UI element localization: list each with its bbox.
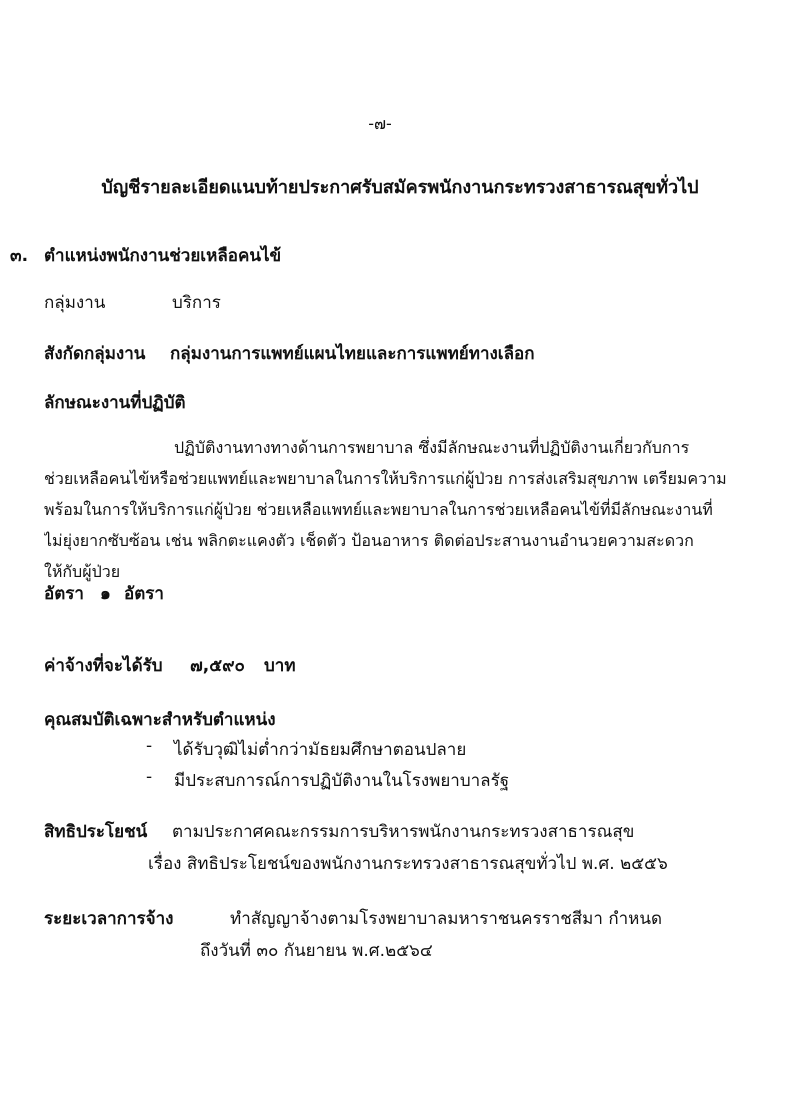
work-group-value: บริการ xyxy=(172,293,221,313)
section-number: ๓. xyxy=(10,246,29,266)
qualification-bullet: - xyxy=(146,736,153,756)
department-label: สังกัดกลุ่มงาน xyxy=(44,344,146,364)
work-group-label: กลุ่มงาน xyxy=(44,293,106,313)
qualification-item: ได้รับวุฒิไม่ต่ำกว่ามัธยมศึกษาตอนปลาย xyxy=(174,740,467,760)
benefits-line-1: ตามประกาศคณะกรรมการบริหารพนักงานกระทรวงสาธารณสุข xyxy=(172,822,635,842)
qualification-bullet: - xyxy=(146,767,153,787)
job-description-line: ปฏิบัติงานทางทางด้านการพยาบาล ซึ่งมีลักษณะงานที่ปฏิบัติงานเกี่ยวกับการ xyxy=(174,438,690,457)
job-description-label: ลักษณะงานที่ปฏิบัติ xyxy=(44,393,186,413)
job-description-paragraph xyxy=(44,432,796,587)
salary-value: ๗,๕๙๐ xyxy=(190,656,245,676)
job-description-line: ให้กับผู้ป่วย xyxy=(44,562,121,581)
benefits-line-2: เรื่อง สิทธิประโยชน์ของพนักงานกระทรวงสาธารณสุขทั่วไป พ.ศ. ๒๕๕๖ xyxy=(148,854,668,874)
positions-label: อัตรา xyxy=(44,584,84,604)
job-description-line: พร้อมในการให้บริการแก่ผู้ป่วย ช่วยเหลือแพทย์และพยาบาลในการช่วยเหลือคนไข้ที่มีลักษณะงานที่ xyxy=(44,500,713,519)
employment-period-line-2: ถึงวันที่ ๓๐ กันยายน พ.ศ.๒๕๖๔ xyxy=(200,941,433,961)
employment-period-line-1: ทำสัญญาจ้างตามโรงพยาบาลมหาราชนครราชสีมา กำหนด xyxy=(230,909,663,929)
section-title: ตำแหน่งพนักงานช่วยเหลือคนไข้ xyxy=(44,246,282,266)
benefits-label: สิทธิประโยชน์ xyxy=(44,822,148,842)
page-number: -๗- xyxy=(368,114,392,133)
employment-period-label: ระยะเวลาการจ้าง xyxy=(44,909,174,929)
document-title: บัญชีรายละเอียดแนบท้ายประกาศรับสมัครพนักงานกระทรวงสาธารณสุขทั่วไป xyxy=(101,177,699,198)
positions-unit: อัตรา xyxy=(124,584,164,604)
positions-value: ๑ xyxy=(100,584,111,604)
salary-unit: บาท xyxy=(264,656,296,676)
job-description-line: ช่วยเหลือคนไข้หรือช่วยแพทย์และพยาบาลในการให้บริการแก่ผู้ป่วย การส่งเสริมสุขภาพ เตรียมความ xyxy=(44,469,727,488)
salary-label: ค่าจ้างที่จะได้รับ xyxy=(44,656,163,676)
department-value: กลุ่มงานการแพทย์แผนไทยและการแพทย์ทางเลือก xyxy=(170,344,535,364)
qualifications-label: คุณสมบัติเฉพาะสำหรับตำแหน่ง xyxy=(44,710,276,730)
qualification-item: มีประสบการณ์การปฏิบัติงานในโรงพยาบาลรัฐ xyxy=(174,771,510,791)
job-description-line: ไม่ยุ่งยากซับซ้อน เช่น พลิกตะแคงตัว เช็ดตัว ป้อนอาหาร ติดต่อประสานงานอำนวยความสะดวก xyxy=(44,531,694,550)
